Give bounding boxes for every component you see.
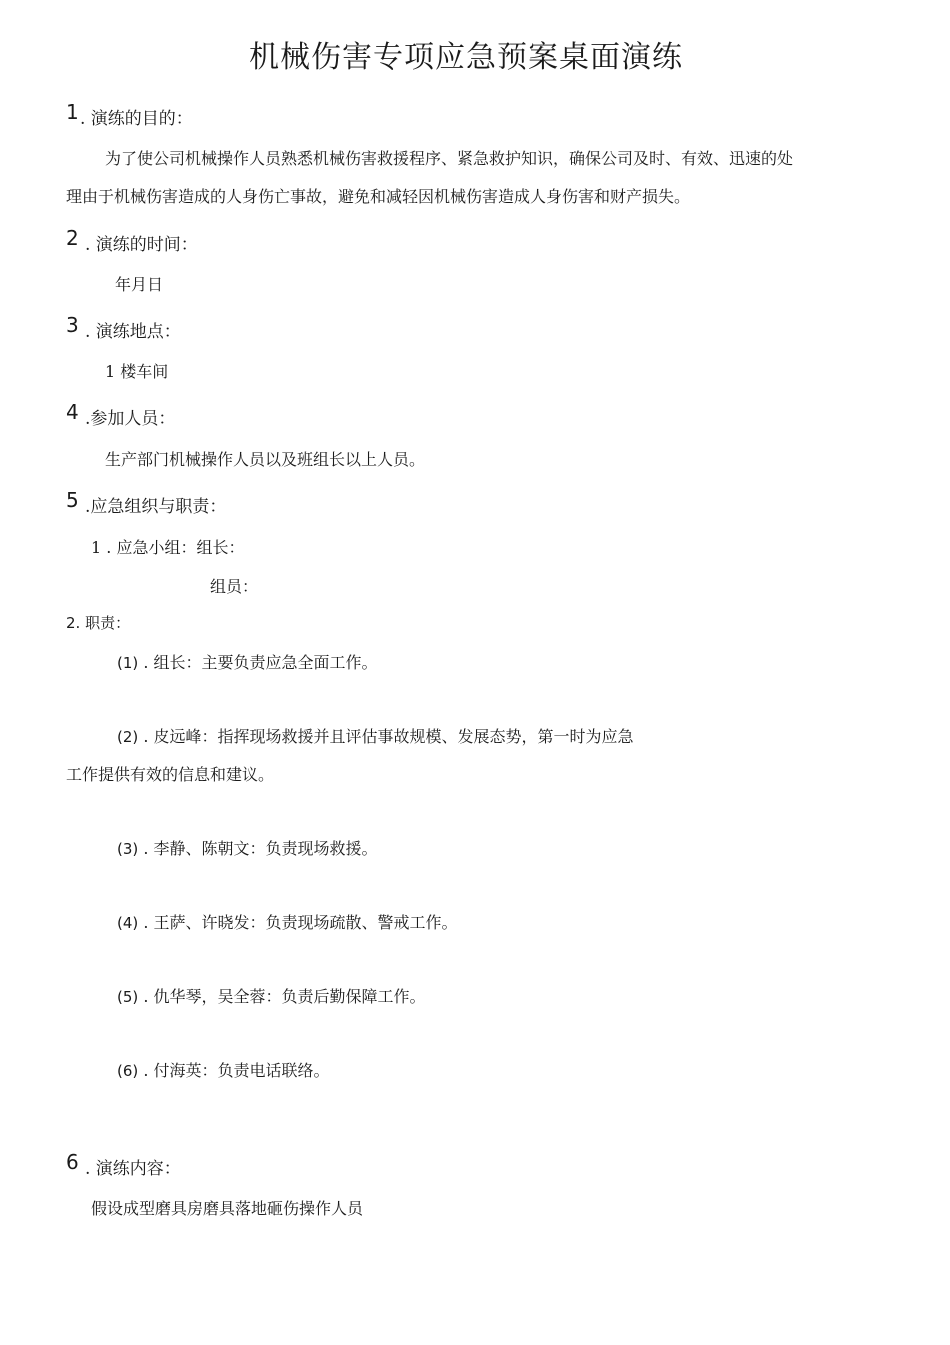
duty-item-3 <box>117 836 378 859</box>
section-3-number: 3 <box>66 313 79 337</box>
duty-item-text: . 王萨、许晓发：负责现场疏散、警戒工作。 <box>143 913 458 932</box>
section-1-text-line-2: 理由于机械伤害造成的人身伤亡事故，避免和减轻因机械伤害造成人身伤害和财产损失。 <box>66 187 691 206</box>
section-3-text: 1 楼车间 <box>105 362 169 381</box>
group-members-line: 组员： <box>210 577 259 596</box>
section-3-heading: . 演练地点： <box>85 322 181 342</box>
section-4-heading: .参加人员： <box>85 409 176 429</box>
section-4-number: 4 <box>66 400 79 424</box>
duty-item-number: (5) <box>117 988 139 1006</box>
duties-heading: 2. 职责： <box>66 614 131 632</box>
section-6-text: 假设成型磨具房磨具落地砸伤操作人员 <box>91 1199 364 1218</box>
duty-item-2 <box>117 724 634 747</box>
section-5-number: 5 <box>66 488 79 512</box>
section-2-heading: . 演练的时间： <box>85 235 198 255</box>
duty-item-text: . 付海英：负责电话联络。 <box>143 1061 330 1080</box>
section-4-text: 生产部门机械操作人员以及班组长以上人员。 <box>105 450 426 469</box>
duty-item-1 <box>117 650 378 673</box>
duty-item-text: . 组长：主要负责应急全面工作。 <box>143 653 378 672</box>
page-title: 机械伤害专项应急预案桌面演练 <box>249 40 683 75</box>
duty-item-text: . 仇华琴，吴全蓉：负责后勤保障工作。 <box>143 987 426 1006</box>
duty-item-number: (1) <box>117 654 139 672</box>
duty-item-text: . 皮远峰：指挥现场救援并且评估事故规模、发展态势，第一时为应急 <box>143 727 634 746</box>
section-2-number: 2 <box>66 226 79 250</box>
duty-item-text: . 李静、陈朝文：负责现场救援。 <box>143 839 378 858</box>
section-1-text-line-1: 为了使公司机械操作人员熟悉机械伤害救援程序、紧急救护知识，确保公司及时、有效、迅速的处 <box>105 149 794 168</box>
duty-item-number: (3) <box>117 840 139 858</box>
duty-item-4 <box>117 910 458 933</box>
duty-item-5 <box>117 984 426 1007</box>
section-2-text: 年月日 <box>115 275 164 294</box>
emergency-group-line: 1 . 应急小组：组长： <box>91 538 245 557</box>
section-6-heading: . 演练内容： <box>85 1159 181 1179</box>
duty-item-number: (2) <box>117 728 139 746</box>
section-6-number: 6 <box>66 1150 79 1174</box>
section-1-number: 1 <box>66 100 79 124</box>
duty-item-2-continuation: 工作提供有效的信息和建议。 <box>66 765 275 784</box>
duty-item-6 <box>117 1058 330 1081</box>
section-5-heading: .应急组织与职责： <box>85 497 227 517</box>
duty-item-number: (6) <box>117 1062 139 1080</box>
section-1-heading: . 演练的目的： <box>80 109 193 129</box>
duty-item-number: (4) <box>117 914 139 932</box>
